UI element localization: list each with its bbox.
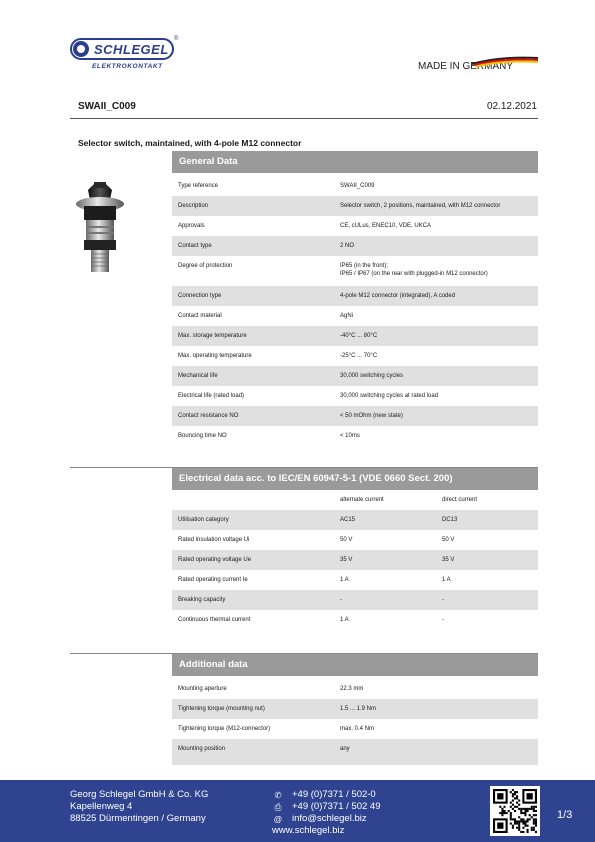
additional-data-section — [172, 654, 538, 765]
row-label: Rated insulation voltage Ui — [178, 537, 250, 543]
row-label: Tightening torque (M12-connector) — [178, 726, 271, 732]
row-label: Contact type — [178, 243, 212, 249]
table-row — [172, 610, 538, 630]
row-value-ac: 1 A — [340, 617, 349, 623]
document-id: SWAII_C009 — [78, 101, 136, 112]
section-header: Electrical data acc. to IEC/EN 60947-5-1 (VDE 0660 Sect. 200) — [172, 468, 538, 490]
row-value: max. 0.4 Nm — [340, 726, 375, 732]
row-label: Degree of protection — [178, 263, 233, 269]
table-row — [172, 286, 538, 306]
phone-icon: ✆ — [274, 790, 282, 800]
footer-contact — [272, 789, 380, 837]
row-value: 2 NO — [340, 243, 355, 249]
footer — [0, 780, 595, 842]
row-label: Electrical life (rated load) — [178, 393, 245, 399]
table-row — [172, 366, 538, 386]
logo-subtitle: ELEKTROKONTAKT — [92, 63, 163, 70]
table-row — [172, 346, 538, 366]
row-value-dc: 35 V — [442, 557, 455, 563]
table-row — [172, 386, 538, 406]
header-divider — [70, 118, 538, 119]
phone-number: +49 (0)7371 / 502-0 — [292, 789, 376, 800]
row-value-ac: 35 V — [340, 557, 353, 563]
general-data-section — [172, 151, 538, 446]
fax-number: +49 (0)7371 / 502 49 — [292, 801, 381, 812]
fax-line — [272, 801, 380, 813]
city: 88525 Dürmentingen / Germany — [70, 813, 206, 824]
table-row — [172, 196, 538, 216]
row-value: AgNi — [340, 313, 354, 319]
table-row — [172, 176, 538, 196]
logo-word: SCHLEGEL — [94, 42, 169, 57]
row-label: Mounting position — [178, 746, 226, 752]
row-value-dc: DC13 — [442, 517, 458, 523]
footer-address — [70, 789, 208, 825]
logo-pill — [70, 38, 174, 60]
table-row — [172, 256, 538, 286]
email-link[interactable]: info@schlegel.biz — [292, 813, 367, 824]
row-value-ac: 50 V — [340, 537, 353, 543]
table-row — [172, 550, 538, 570]
row-label: Approvals — [178, 223, 205, 229]
row-value: -25°C ... 70°C — [340, 353, 378, 359]
row-value: 1.5 ... 1.9 Nm — [340, 706, 377, 712]
table-row — [172, 306, 538, 326]
electrical-data-section — [172, 468, 538, 630]
row-value: CE, cULus, ENEC10, VDE, UKCA — [340, 223, 432, 229]
logo-circle-icon — [73, 41, 89, 57]
made-in-germany: MADE IN GERMANY — [418, 61, 514, 72]
email-line — [272, 813, 380, 825]
row-value: SWAII_C009 — [340, 183, 375, 189]
document-date: 02.12.2021 — [486, 101, 537, 112]
table-row — [172, 699, 538, 719]
selector-switch-product-image — [74, 180, 126, 276]
fax-icon: ⎙ — [274, 802, 282, 812]
row-value-dc: - — [442, 597, 444, 603]
row-label: Max. operating temperature — [178, 353, 252, 359]
web-line — [272, 825, 380, 837]
row-label: Utilisation category — [178, 517, 229, 523]
table-row — [172, 739, 538, 765]
row-value: Selector switch, 2 positions, maintained, with M12 connector — [340, 203, 501, 209]
table-row — [172, 530, 538, 550]
row-label: Type reference — [178, 183, 219, 189]
table-row — [172, 590, 538, 610]
row-label: Tightening torque (mounting nut) — [178, 706, 265, 712]
table-row — [172, 679, 538, 699]
row-label: Mounting aperture — [178, 686, 227, 692]
table-row — [172, 510, 538, 530]
row-value-dc: - — [442, 617, 444, 623]
row-label: Breaking capacity — [178, 597, 226, 603]
row-label: Connection type — [178, 293, 222, 299]
row-value-ac: 1 A — [340, 577, 349, 583]
row-label: Rated operating current Ie — [178, 577, 248, 583]
row-value: < 50 mOhm (new state) — [340, 413, 403, 419]
column-header-dc: direct current — [442, 497, 478, 503]
section-header: Additional data — [172, 654, 538, 676]
row-value-line2: IP65 / IP67 (on the rear with plugged-in M12 connector) — [340, 271, 488, 277]
row-value-dc: 1 A — [442, 577, 451, 583]
company-name: Georg Schlegel GmbH & Co. KG — [70, 789, 209, 800]
row-label: Contact material — [178, 313, 222, 319]
row-value: any — [340, 746, 350, 752]
table-row — [172, 426, 538, 446]
row-label: Contact resistance NO — [178, 413, 239, 419]
website-link[interactable]: www.schlegel.biz — [272, 825, 345, 836]
row-value-line1: IP65 (in the front); — [340, 263, 389, 269]
qr-code-icon — [490, 786, 540, 836]
page-number: 1/3 — [557, 809, 573, 821]
row-value-dc: 50 V — [442, 537, 455, 543]
table-row — [172, 406, 538, 426]
street: Kapellenweg 4 — [70, 801, 133, 812]
table-row — [172, 719, 538, 739]
row-value: 22.3 mm — [340, 686, 364, 692]
phone-line — [272, 789, 380, 801]
row-label: Mechanical life — [178, 373, 218, 379]
column-header-row — [172, 490, 538, 510]
table-row — [172, 216, 538, 236]
row-label: Bouncing time NO — [178, 433, 227, 439]
table-row — [172, 570, 538, 590]
column-header-ac: alternate current — [340, 497, 384, 503]
row-value: -40°C ... 80°C — [340, 333, 378, 339]
table-row — [172, 326, 538, 346]
registered-mark: ® — [174, 36, 179, 42]
schlegel-logo — [70, 38, 180, 74]
row-label: Continuous thermal current — [178, 617, 251, 623]
row-label: Description — [178, 203, 209, 209]
row-value-ac: - — [340, 597, 342, 603]
qr-code-graphic — [493, 789, 537, 833]
row-value: 30,000 switching cycles — [340, 373, 404, 379]
row-label: Max. storage temperature — [178, 333, 247, 339]
row-value: < 10ms — [340, 433, 360, 439]
at-icon: @ — [273, 814, 283, 824]
table-row — [172, 236, 538, 256]
row-value-ac: AC15 — [340, 517, 356, 523]
row-label: Rated operating voltage Ue — [178, 557, 252, 563]
section-header: General Data — [172, 151, 538, 173]
page-title: Selector switch, maintained, with 4-pole M12 connector — [78, 138, 302, 148]
row-value: 4-pole M12 connector (integrated), A coded — [340, 293, 456, 299]
german-flag-swoosh-icon — [470, 54, 540, 68]
row-value: 30,000 switching cycles at rated load — [340, 393, 439, 399]
